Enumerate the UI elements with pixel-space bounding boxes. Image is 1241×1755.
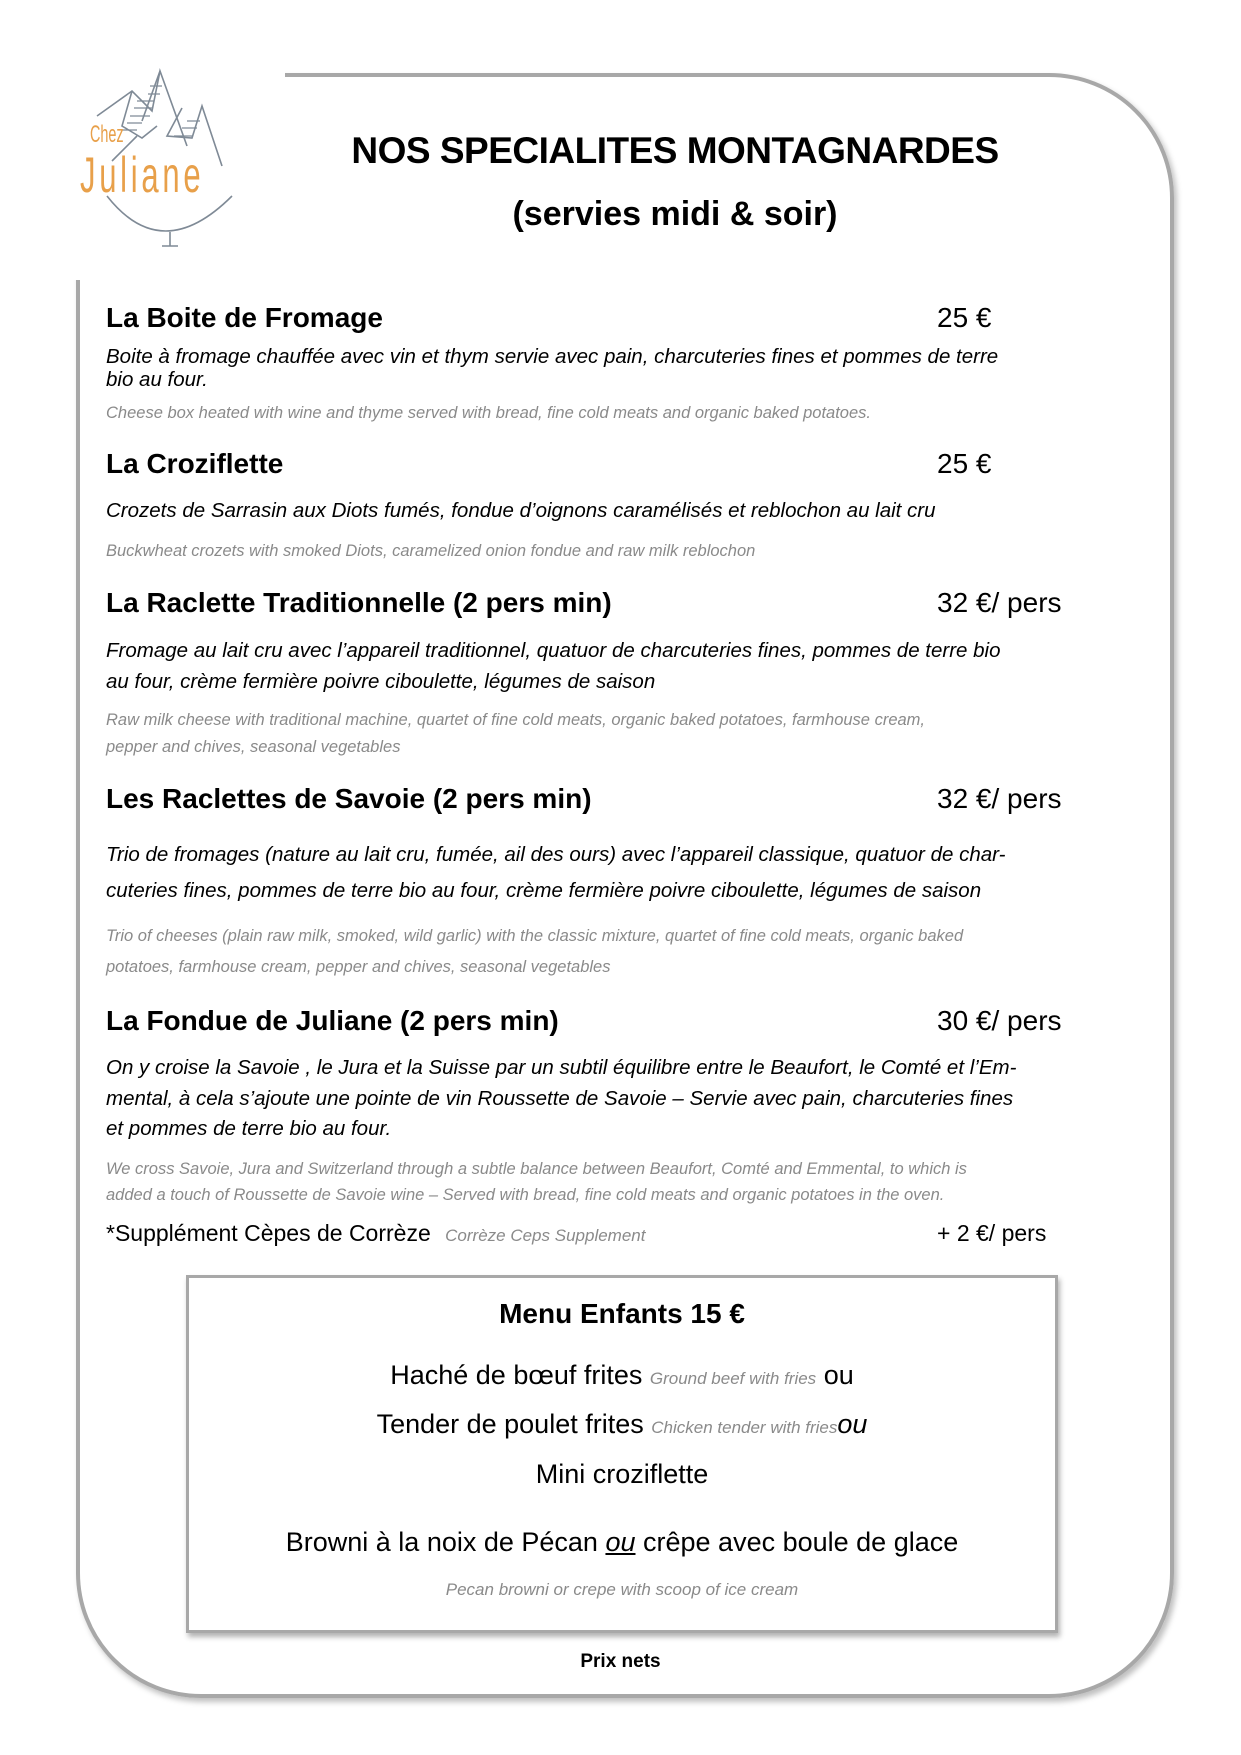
kids-item-fr: Tender de poulet frites (376, 1409, 644, 1439)
dish-name: La Boite de Fromage (106, 302, 383, 333)
dish-translation: Cheese box heated with wine and thyme served with bread, fine cold meats and organic baked potatoes. (106, 404, 871, 422)
kids-item-en: Chicken tender with fries (651, 1418, 838, 1437)
logo-chez: Chez (90, 121, 124, 148)
dish-price: 32 €/ pers (937, 587, 1062, 618)
kids-item-en: Ground beef with fries (649, 1369, 817, 1388)
dish-description: et pommes de terre bio au four. (106, 1117, 392, 1140)
dish-description: Fromage au lait cru avec l’appareil traditionnel, quatuor de charcuteries fines, pommes de terre bio (106, 639, 1001, 662)
dish-translation: Trio of cheeses (plain raw milk, smoked, wild garlic) with the classic mixture, quartet of fine cold meats, organic baked (106, 927, 964, 945)
kids-dessert-en: Pecan browni or crepe with scoop of ice cream (445, 1580, 799, 1599)
kids-item-or: ou (837, 1409, 868, 1439)
dessert-or: ou (605, 1527, 636, 1557)
page-subtitle: (servies midi & soir) (512, 195, 838, 233)
dish-translation: Raw milk cheese with traditional machine, quartet of fine cold meats, organic baked potatoes, farmhouse cream, (106, 711, 925, 729)
footer-note: Prix nets (580, 1651, 661, 1672)
supplement-fr: *Supplément Cèpes de Corrèze (106, 1220, 431, 1246)
dish-description: On y croise la Savoie , le Jura et la Suisse par un subtil équilibre entre le Beaufort, le Comté et l’Em- (106, 1056, 1017, 1079)
dish-translation: added a touch of Roussette de Savoie wine – Served with bread, fine cold meats and organic potatoes in the oven. (106, 1186, 945, 1204)
dish-description: Trio de fromages (nature au lait cru, fumée, ail des ours) avec l’appareil classique, quatuor de char- (106, 843, 1006, 866)
dish-translation: pepper and chives, seasonal vegetables (106, 738, 401, 756)
dish-name: La Croziflette (106, 448, 284, 479)
dish-description: cuteries fines, pommes de terre bio au four, crème fermière poivre ciboulette, légumes de saison (106, 879, 982, 902)
dish-name: Les Raclettes de Savoie (2 pers min) (106, 783, 592, 814)
kids-item (189, 1409, 1055, 1440)
dish-name: La Fondue de Juliane (2 pers min) (106, 1005, 559, 1036)
kids-item (189, 1360, 1055, 1391)
logo (82, 66, 277, 256)
dessert-option-b: crêpe avec boule de glace (643, 1527, 959, 1557)
kids-menu-title: Menu Enfants 15 € (499, 1298, 745, 1329)
supplement-line (106, 1220, 645, 1247)
dessert-option-a: Browni à la noix de Pécan (285, 1527, 598, 1557)
dish-description: mental, à cela s’ajoute une pointe de vin Roussette de Savoie – Servie avec pain, charcuteries fines (106, 1087, 1014, 1110)
kids-menu-box (186, 1275, 1058, 1633)
supplement-en: Corrèze Ceps Supplement (445, 1226, 646, 1245)
dish-description: Crozets de Sarrasin aux Diots fumés, fondue d’oignons caramélisés et reblochon au lait cru (106, 499, 936, 522)
dish-price: 30 €/ pers (937, 1005, 1062, 1036)
dish-price: 25 € (937, 448, 992, 479)
kids-item-fr: Haché de bœuf frites (390, 1360, 643, 1390)
dish-description: bio au four. (106, 368, 208, 391)
dish-description: au four, crème fermière poivre ciboulette, légumes de saison (106, 670, 656, 693)
dish-price: 25 € (937, 302, 992, 333)
logo-juliane: Juliane (80, 147, 205, 203)
kids-item-or: ou (823, 1360, 854, 1390)
kids-item: Mini croziflette (535, 1459, 709, 1489)
kids-dessert (189, 1527, 1055, 1558)
dish-name: La Raclette Traditionnelle (2 pers min) (106, 587, 612, 618)
supplement-price: + 2 €/ pers (937, 1220, 1047, 1246)
dish-translation: We cross Savoie, Jura and Switzerland through a subtle balance between Beaufort, Comté and Emmental, to which is (106, 1160, 967, 1178)
dish-translation: potatoes, farmhouse cream, pepper and chives, seasonal vegetables (106, 958, 611, 976)
dish-price: 32 €/ pers (937, 783, 1062, 814)
dish-translation: Buckwheat crozets with smoked Diots, caramelized onion fondue and raw milk reblochon (106, 542, 756, 560)
dish-description: Boite à fromage chauffée avec vin et thym servie avec pain, charcuteries fines et pommes de terre (106, 345, 999, 368)
page-title: NOS SPECIALITES MONTAGNARDES (351, 130, 999, 171)
